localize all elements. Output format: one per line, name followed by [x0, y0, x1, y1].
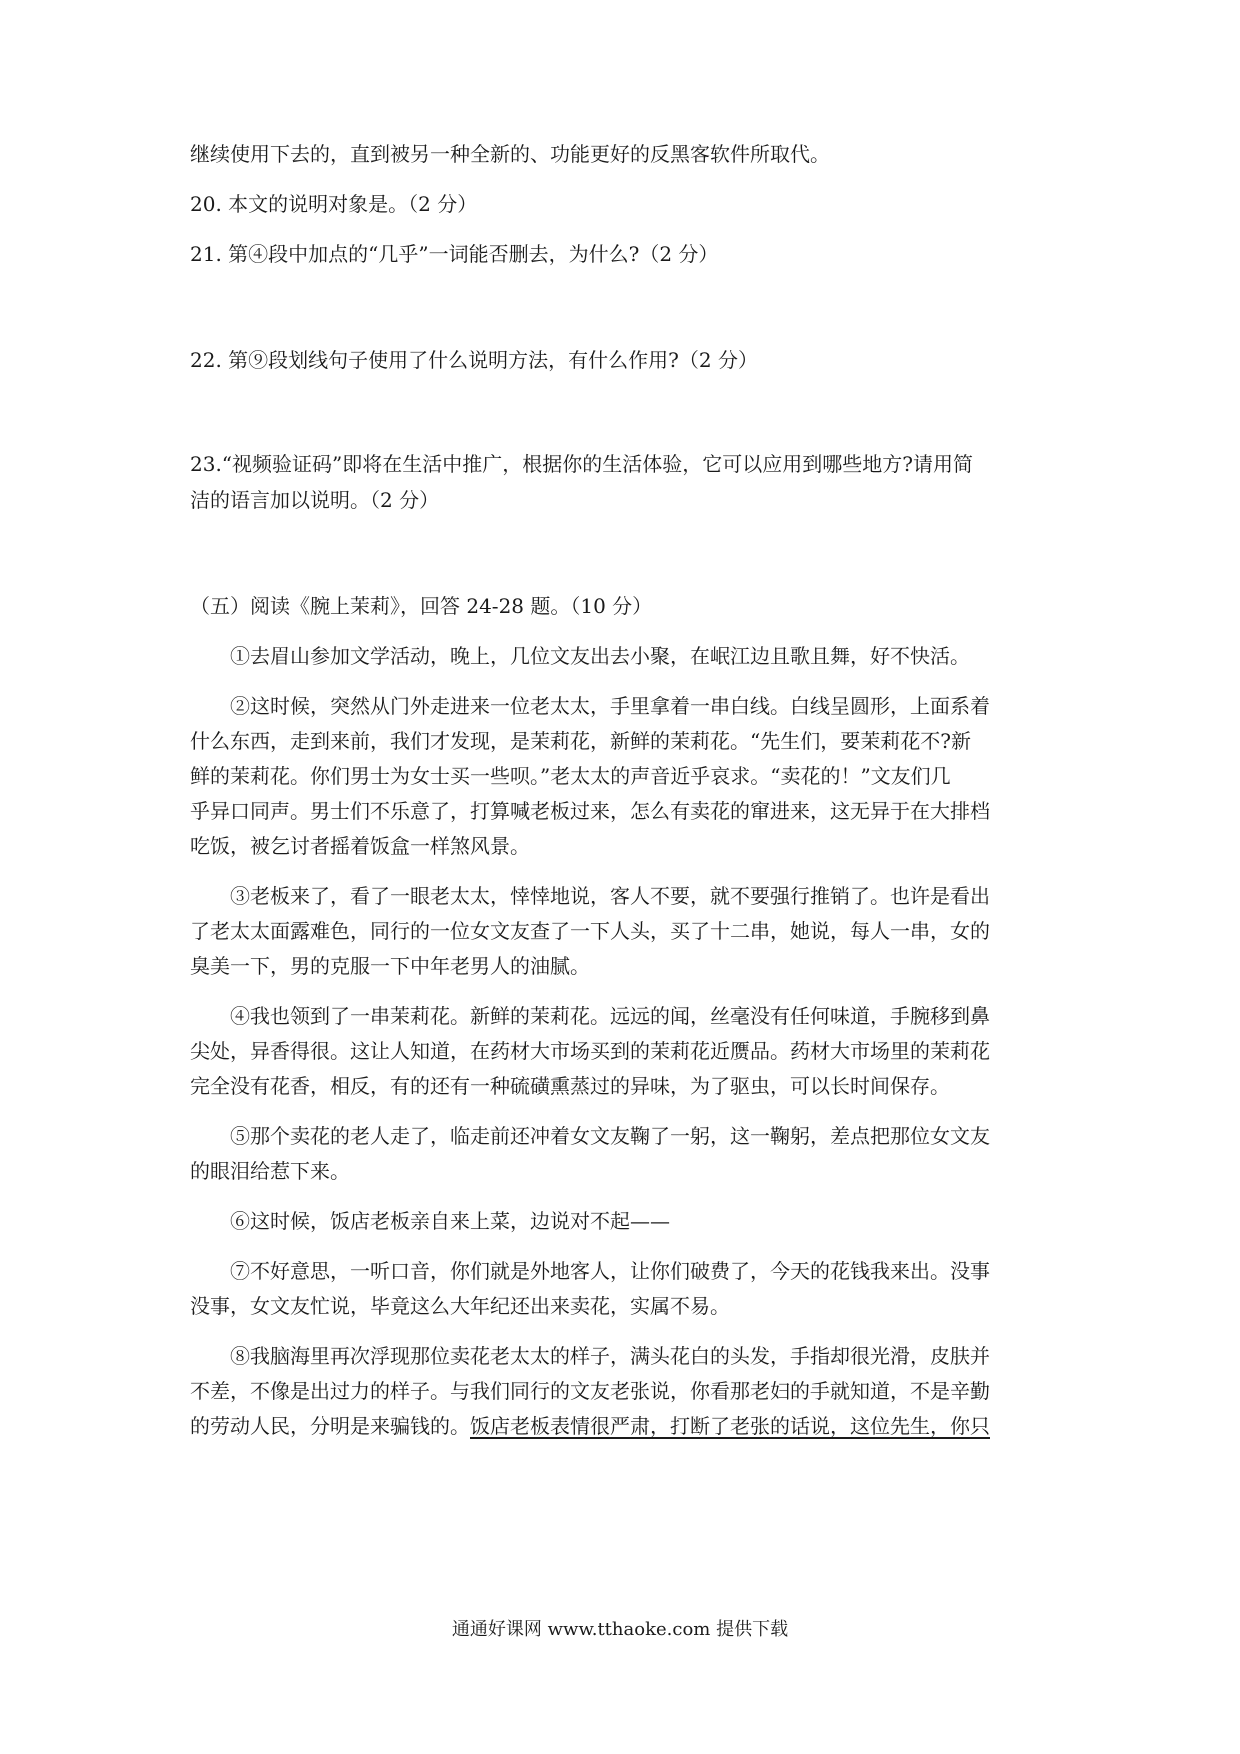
paragraph-2-line-2: 什么东西，走到来前，我们才发现，是茉莉花，新鲜的茉莉花。“先生们，要茉莉花不?新 — [190, 729, 971, 753]
paragraph-7-line-1: ⑦不好意思，一听口音，你们就是外地客人，让你们破费了，今天的花钱我来出。没事 — [230, 1259, 990, 1283]
paragraph-3-line-1: ③老板来了，看了一眼老太太，悻悻地说，客人不要，就不要强行推销了。也许是看出 — [230, 884, 990, 908]
question-20: 20. 本文的说明对象是。（2 分） — [190, 192, 478, 216]
paragraph-8-line-3-text: 的劳动人民，分明是来骗钱的。 — [190, 1414, 470, 1438]
question-23-line-2: 洁的语言加以说明。（2 分） — [190, 488, 440, 512]
paragraph-7-line-2: 没事，女文友忙说，毕竟这么大年纪还出来卖花，实属不易。 — [190, 1294, 730, 1318]
question-21: 21. 第④段中加点的“几乎”一词能否删去，为什么?（2 分） — [190, 242, 719, 266]
paragraph-2-line-4: 乎异口同声。男士们不乐意了，打算喊老板过来，怎么有卖花的窜进来，这无异于在大排档 — [190, 799, 990, 823]
paragraph-8-line-1: ⑧我脑海里再次浮现那位卖花老太太的样子，满头花白的头发，手指却很光滑，皮肤并 — [230, 1344, 990, 1368]
question-22: 22. 第⑨段划线句子使用了什么说明方法，有什么作用?（2 分） — [190, 348, 758, 372]
underlined-sentence: 饭店老板表情很严肃，打断了老张的话说，这位先生，你只 — [470, 1414, 990, 1438]
paragraph-8-line-3 — [190, 1414, 1060, 1438]
paragraph-4-line-1: ④我也领到了一串茉莉花。新鲜的茉莉花。远远的闻，丝毫没有任何味道，手腕移到鼻 — [230, 1004, 990, 1028]
paragraph-1: ①去眉山参加文学活动，晚上，几位文友出去小聚，在岷江边且歌且舞，好不快活。 — [230, 644, 970, 668]
paragraph-8-line-2: 不差，不像是出过力的样子。与我们同行的文友老张说，你看那老妇的手就知道，不是辛勤 — [190, 1379, 990, 1403]
paragraph-2-line-3: 鲜的茉莉花。你们男士为女士买一些呗。”老太太的声音近乎哀求。“卖花的！”文友们几 — [190, 764, 951, 788]
paragraph-3-line-2: 了老太太面露难色，同行的一位女文友查了一下人头，买了十二串，她说，每人一串，女的 — [190, 919, 990, 943]
question-23-line-1: 23.“视频验证码”即将在生活中推广，根据你的生活体验，它可以应用到哪些地方?请用简 — [190, 452, 973, 476]
paragraph-3-line-3: 臭美一下，男的克服一下中年老男人的油腻。 — [190, 954, 590, 978]
paragraph-4-line-2: 尖处，异香得很。这让人知道，在药材大市场买到的茉莉花近赝品。药材大市场里的茉莉花 — [190, 1039, 990, 1063]
section-heading: （五）阅读《腕上茉莉》，回答 24-28 题。（10 分） — [190, 594, 653, 618]
text-line: 继续使用下去的，直到被另一种全新的、功能更好的反黑客软件所取代。 — [190, 142, 830, 166]
download-footer: 通通好课网 www.tthaoke.com 提供下载 — [451, 1619, 789, 1640]
paragraph-5-line-1: ⑤那个卖花的老人走了，临走前还冲着女文友鞠了一躬，这一鞠躬，差点把那位女文友 — [230, 1124, 990, 1148]
paragraph-6: ⑥这时候，饭店老板亲自来上菜，边说对不起—— — [230, 1209, 670, 1233]
paragraph-2-line-1: ②这时候，突然从门外走进来一位老太太，手里拿着一串白线。白线呈圆形，上面系着 — [230, 694, 990, 718]
paragraph-2-line-5: 吃饭，被乞讨者摇着饭盒一样煞风景。 — [190, 834, 530, 858]
paragraph-5-line-2: 的眼泪给惹下来。 — [190, 1159, 350, 1183]
paragraph-4-line-3: 完全没有花香，相反，有的还有一种硫磺熏蒸过的异味，为了驱虫，可以长时间保存。 — [190, 1074, 950, 1098]
